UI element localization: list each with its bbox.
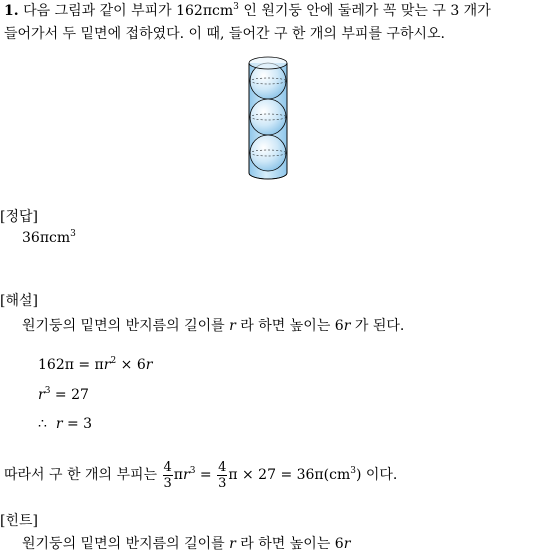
problem-text-1: 다음 그림과 같이 부피가 162 xyxy=(23,3,203,19)
equation-2: $r^3 = 27$ xyxy=(38,386,89,403)
explanation-label: [해설] xyxy=(0,293,38,309)
hint-label: [힌트] xyxy=(0,513,38,529)
problem-text-1b: 인 원기둥 안에 둘레가 꼭 맞는 구 3 개가 xyxy=(238,3,491,19)
hint-sentence: 원기둥의 밑면의 반지름의 길이를 r 라 하면 높이는 6r xyxy=(22,536,351,552)
fraction-4-3: $\frac{4}{3}$ xyxy=(163,459,172,491)
final-statement: 따라서 구 한 개의 부피는 $\frac{4}{3}$ $\pi r^3$ = $\frac{4}{3}$ $\pi \times 27 = 36\pi(cm^3)$ 이다. xyxy=(4,459,398,491)
cylinder-with-spheres-figure xyxy=(244,55,292,181)
answer-label: [정답] xyxy=(0,209,38,225)
sphere-middle xyxy=(250,99,286,135)
answer-value: 36πcm$^3$ xyxy=(22,229,76,246)
equation-3: ∴ r = 3 xyxy=(38,416,93,432)
pi-symbol: π xyxy=(202,3,213,19)
problem-number: 1. xyxy=(4,3,19,19)
cylinder-top-ellipse xyxy=(249,57,287,69)
problem-line-2: 들어가서 두 밑면에 접하였다. 이 때, 들어간 구 한 개의 부피를 구하시오. xyxy=(4,26,445,42)
unit-cm: cm xyxy=(212,3,234,19)
fraction-4-3-second: $\frac{4}{3}$ xyxy=(218,459,227,491)
problem-line-1 xyxy=(4,0,491,20)
equation-1: $162\pi = \pi r^2 \times 6r$ xyxy=(38,356,153,373)
unit-exponent: 3 xyxy=(233,2,239,12)
explanation-sentence: 원기둥의 밑면의 반지름의 길이를 r 라 하면 높이는 6r 가 된다. xyxy=(22,318,405,334)
sphere-bottom xyxy=(250,135,286,171)
